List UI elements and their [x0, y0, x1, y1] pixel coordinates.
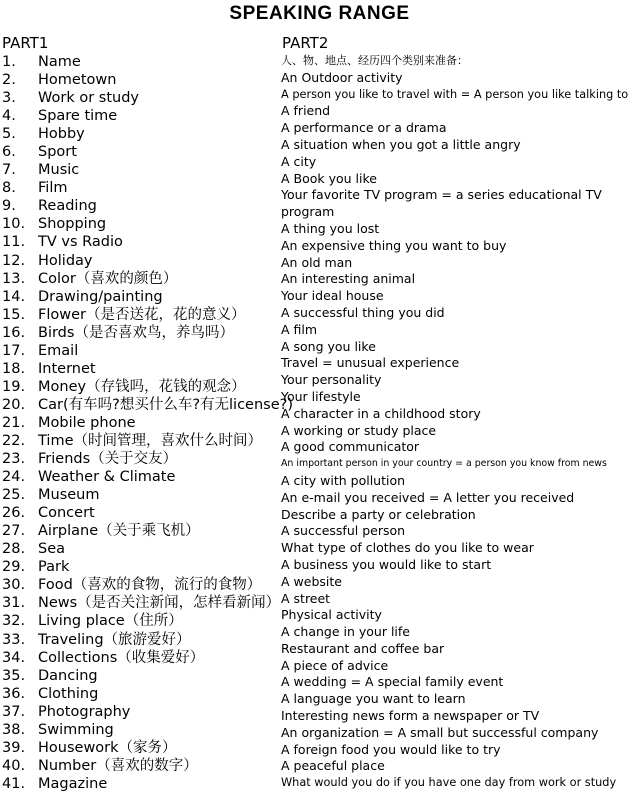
part2-item: An old man [281, 254, 353, 270]
part1-item-text: Sport [38, 144, 77, 161]
part1-item-text: Number（喜欢的数字） [38, 757, 198, 774]
part1-item-text: Color（喜欢的颜色） [38, 270, 178, 287]
part1-item-number: 38. [2, 721, 26, 738]
part1-item [0, 125, 276, 143]
part2-item: A change in your life [281, 624, 410, 640]
part2-item: Your personality [281, 372, 382, 388]
part1-item-number: 28. [2, 541, 26, 558]
part1-item [0, 450, 276, 468]
part1-item [0, 486, 276, 504]
part2-item: A language you want to learn [281, 691, 466, 707]
part1-item-number: 14. [2, 288, 26, 305]
part1-item [0, 324, 276, 342]
part1-item-number: 3. [2, 90, 16, 107]
part1-item-number: 6. [2, 144, 16, 161]
part1-item-number: 19. [2, 378, 26, 395]
part1-item-text: Magazine [38, 775, 108, 792]
part2-item: A city [281, 153, 317, 169]
part2-item: A successful thing you did [281, 304, 445, 320]
part1-item-text: Sea [38, 541, 66, 558]
part1-item [0, 631, 276, 649]
part1-item-text: Flower（是否送花，花的意义） [38, 306, 246, 323]
part1-item-text: Holiday [38, 252, 93, 269]
part1-item-number: 36. [2, 685, 26, 702]
part2-item: What type of clothes do you like to wear [281, 540, 534, 556]
part1-item-number: 16. [2, 324, 26, 341]
part1-item [0, 396, 293, 414]
part1-item-text: Clothing [38, 685, 99, 702]
part1-item [0, 179, 276, 197]
part1-item [0, 468, 276, 486]
part1-item-text: Shopping [38, 216, 107, 233]
part2-item: A business you would like to start [281, 556, 492, 572]
part2-item: A working or study place [281, 422, 437, 438]
part1-item [0, 522, 276, 540]
part1-item-number: 24. [2, 469, 26, 486]
part2-item: A friend [281, 103, 331, 119]
part1-item-number: 41. [2, 775, 26, 792]
part1-item-text: Park [38, 559, 70, 576]
part2-topic-list [281, 53, 639, 792]
part1-item-text: News（是否关注新闻，怎样看新闻） [38, 595, 281, 612]
part1-item-number: 20. [2, 396, 26, 413]
part2-item: A city with pollution [281, 472, 406, 488]
part1-item-number: 11. [2, 234, 26, 251]
part2-item: An interesting animal [281, 271, 416, 287]
part1-item-text: Email [38, 342, 79, 359]
part1-item [0, 233, 276, 251]
part1-item-text: Film [38, 180, 68, 197]
part2-item: A wedding = A special family event [281, 674, 504, 690]
part1-item [0, 360, 276, 378]
part2-item: A situation when you got a little angry [281, 136, 521, 152]
part2-item: A successful person [281, 523, 406, 539]
part1-item-number: 39. [2, 739, 26, 756]
part2-item: A foreign food you would like to try [281, 741, 501, 757]
part2-item: An Outdoor activity [281, 69, 403, 85]
part1-item [0, 252, 276, 270]
part1-item-number: 5. [2, 126, 16, 143]
part1-item-text: Photography [38, 703, 131, 720]
part1-item-text: Hometown [38, 72, 117, 89]
part1-item [0, 612, 276, 630]
part1-item-text: Name [38, 54, 81, 70]
part1-item-number: 4. [2, 108, 16, 125]
part1-item [0, 197, 276, 215]
part1-item-number: 22. [2, 432, 26, 449]
part2-item: What would you do if you have one day from work or study [281, 776, 617, 790]
part1-item-text: Birds（是否喜欢鸟，养鸟吗） [38, 324, 234, 341]
part2-item: A film [281, 321, 318, 337]
part1-item-text: Swimming [38, 721, 114, 738]
part1-item-number: 13. [2, 270, 26, 287]
part1-item [0, 594, 281, 612]
part2-item: Travel = unusual experience [281, 355, 460, 371]
part2-item: A character in a childhood story [281, 405, 481, 421]
part1-item-number: 26. [2, 505, 26, 522]
part1-item-text: Music [38, 162, 80, 179]
part2-item: An expensive thing you want to buy [281, 237, 507, 253]
part1-item-text: Internet [38, 360, 96, 377]
part1-item-number: 23. [2, 451, 26, 468]
part1-topic-list [0, 53, 293, 793]
part1-item [0, 576, 276, 594]
part1-item-text: Dancing [38, 667, 98, 684]
part2-item: 人、物、地点、经历四个类别来准备： [281, 54, 468, 67]
part1-item [0, 89, 276, 107]
part2-item: A Book you like [281, 170, 377, 186]
part1-item [0, 504, 276, 522]
part1-item-number: 21. [2, 414, 26, 431]
part1-item [0, 71, 276, 89]
part1-item-text: Traveling（旅游爱好） [38, 631, 191, 648]
part2-item: A piece of advice [281, 657, 389, 673]
part1-item [0, 288, 276, 306]
part2-item: A street [281, 590, 331, 606]
part2-item: A website [281, 573, 342, 589]
part1-item [0, 161, 276, 179]
part1-item [0, 270, 276, 288]
part1-item-text: Food（喜欢的食物，流行的食物） [38, 577, 262, 594]
part1-item-text: Museum [38, 487, 100, 504]
part1-item-number: 34. [2, 649, 26, 666]
part1-item-number: 17. [2, 342, 26, 359]
part1-item-number: 27. [2, 523, 26, 540]
part1-item-text: Collections（收集爱好） [38, 649, 205, 666]
part1-item [0, 649, 276, 667]
part1-item-number: 25. [2, 487, 26, 504]
part1-item-number: 1. [2, 54, 16, 70]
part1-item [0, 306, 276, 324]
part2-item: A good communicator [281, 439, 420, 455]
part1-item-number: 30. [2, 577, 26, 594]
part1-item [0, 667, 276, 685]
part2-item: Restaurant and coffee bar [281, 640, 445, 656]
part1-item-number: 12. [2, 252, 26, 269]
part1-item [0, 558, 276, 576]
part1-item-text: Friends（关于交友） [38, 451, 178, 468]
part1-item-text: Living place（住所） [38, 613, 183, 630]
part1-item [0, 414, 276, 432]
part2-item: Interesting news form a newspaper or TV [281, 708, 540, 724]
part1-item-number: 29. [2, 559, 26, 576]
part1-item [0, 721, 276, 739]
part1-item [0, 775, 276, 793]
part2-item: Your favorite TV program = a series educational TV [281, 187, 602, 203]
page-title: SPEAKING RANGE [229, 3, 410, 24]
part1-item-number: 31. [2, 595, 26, 612]
part1-item-text: Reading [38, 198, 97, 215]
part1-item [0, 342, 276, 360]
part1-item-number: 33. [2, 631, 26, 648]
part2-item: A person you like to travel with = A person you like talking to [281, 87, 629, 101]
part2-item: A thing you lost [281, 220, 380, 236]
part2-item: Your lifestyle [281, 388, 361, 404]
part1-item-text: Mobile phone [38, 414, 136, 431]
part1-item-text: Spare time [38, 108, 118, 125]
part1-item [0, 685, 276, 703]
part1-item [0, 378, 276, 396]
part1-item [0, 432, 276, 450]
part1-item-number: 18. [2, 360, 26, 377]
part2-item: program [281, 204, 335, 220]
part1-item-number: 32. [2, 613, 26, 630]
part2-item: An e-mail you received = A letter you received [281, 489, 575, 505]
part1-item [0, 739, 276, 757]
part1-item-text: Weather & Climate [38, 469, 176, 486]
part1-item-number: 7. [2, 162, 16, 179]
part1-item-number: 8. [2, 180, 16, 197]
part1-item-number: 10. [2, 216, 26, 233]
part2-item: A peaceful place [281, 758, 385, 774]
part1-item-number: 37. [2, 703, 26, 720]
part1-item [0, 703, 276, 721]
part1-heading: PART1 [2, 34, 49, 52]
part1-item [0, 757, 276, 775]
part2-item: A song you like [281, 338, 376, 354]
part1-item [0, 215, 276, 233]
part1-item-text: TV vs Radio [38, 234, 123, 251]
part1-item-text: Drawing/painting [38, 288, 163, 305]
part2-item: An organization = A small but successful company [281, 724, 599, 740]
part1-item-text: Airplane（关于乘飞机） [38, 523, 200, 540]
part1-item-text: Concert [38, 505, 95, 522]
part1-item [0, 107, 276, 125]
part2-item: Describe a party or celebration [281, 506, 476, 522]
part1-item-number: 40. [2, 757, 26, 774]
part2-item: Physical activity [281, 607, 382, 623]
part1-item-text: Time（时间管理，喜欢什么时间） [38, 432, 262, 449]
part1-item-text: Hobby [38, 126, 85, 143]
part1-item-text: Car(有车吗?想买什么车?有无license?) [38, 396, 293, 413]
part2-item: A performance or a drama [281, 120, 447, 136]
part1-item-text: Housework（家务） [38, 739, 177, 756]
part1-item-number: 2. [2, 72, 16, 89]
part1-item-number: 15. [2, 306, 26, 323]
part1-item-text: Money（存钱吗，花钱的观念） [38, 378, 246, 395]
part2-item: An important person in your country = a person you know from news [281, 458, 607, 470]
part1-item [0, 540, 276, 558]
part1-item-number: 9. [2, 198, 16, 215]
part1-item [0, 143, 276, 161]
part1-item [0, 53, 276, 71]
part2-item: Your ideal house [281, 288, 384, 304]
part1-item-text: Work or study [38, 90, 139, 107]
part2-heading: PART2 [282, 34, 329, 52]
part1-item-number: 35. [2, 667, 26, 684]
